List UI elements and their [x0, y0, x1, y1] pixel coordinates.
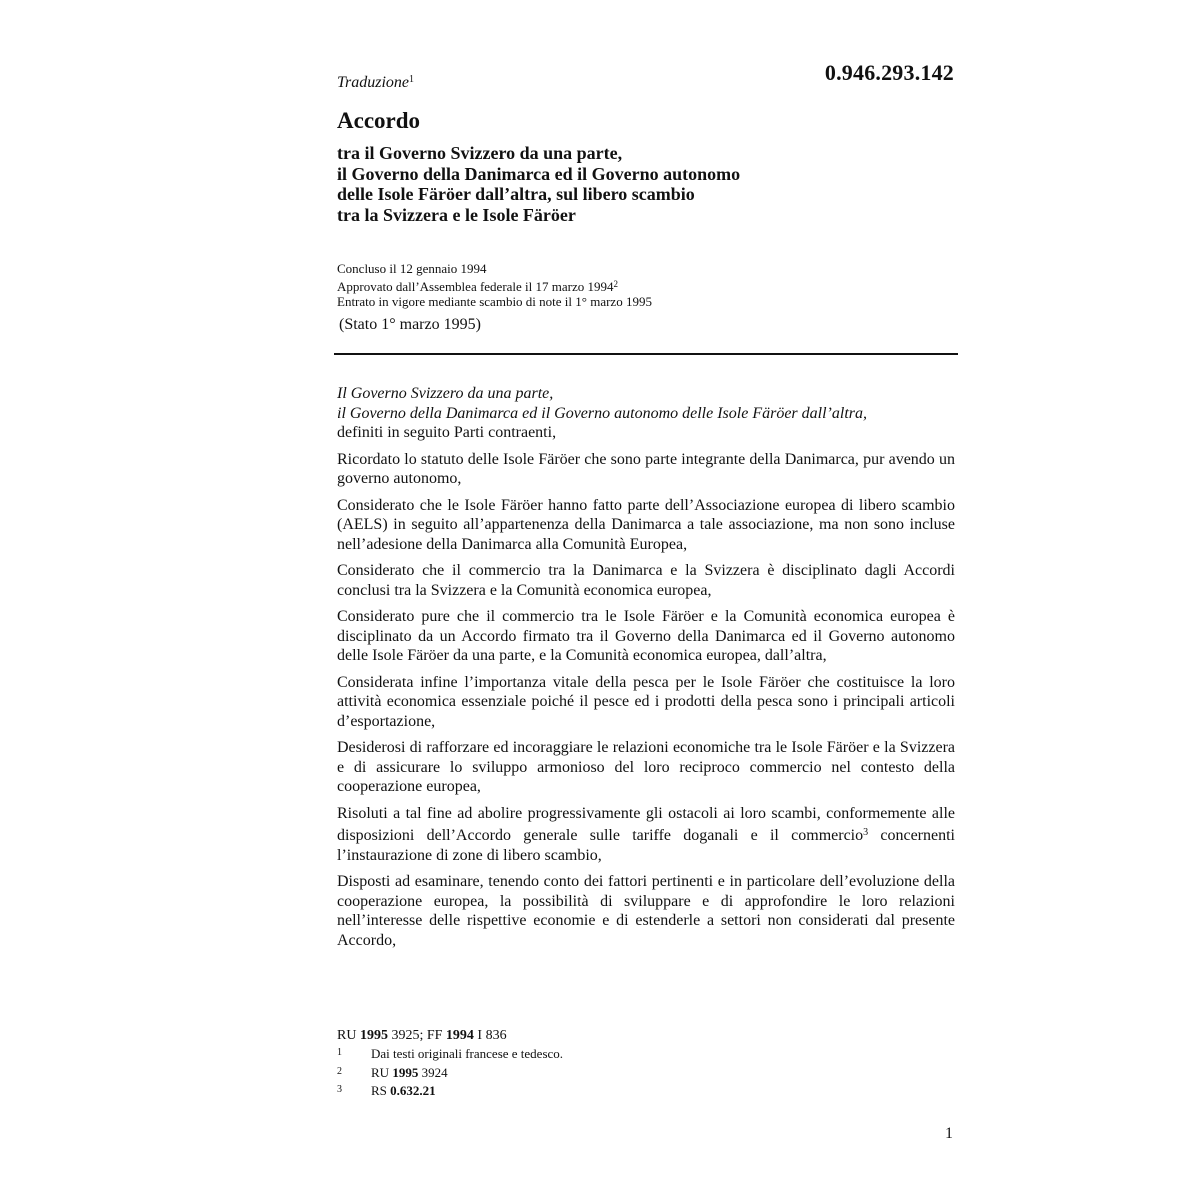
preamble-paragraph — [337, 804, 955, 866]
approved-date — [337, 277, 652, 295]
subtitle-line: il Governo della Danimarca ed il Governo autonomo — [337, 163, 741, 184]
sr-number: 0.946.293.142 — [824, 60, 954, 85]
footnote-text: Dai testi originali francese e tedesco. — [371, 1046, 564, 1061]
party-one: Il Governo Svizzero da una parte, — [337, 385, 554, 402]
in-force-date: Entrato in vigore mediante scambio di note il 1° marzo 1995 — [337, 294, 652, 309]
approved-text: Approvato dall’Assemblea federale il 17 marzo 1994 — [337, 278, 614, 294]
document-meta — [337, 261, 652, 310]
header-divider — [334, 353, 958, 355]
footnote-bold: 1995 — [392, 1064, 419, 1080]
footnotes — [337, 1027, 563, 1102]
ru-prefix: RU — [337, 1028, 360, 1043]
ru-year: 1995 — [359, 1028, 388, 1043]
translation-label — [337, 74, 414, 92]
preamble-parties — [337, 384, 955, 443]
party-two: il Governo della Danimarca ed il Governo autonomo delle Isole Färöer dall’altra, — [337, 404, 867, 422]
footnote-bold: 0.632.21 — [390, 1083, 436, 1098]
paragraph-text: Risoluti a tal fine ad abolire progressivamente gli ostacoli ai loro scambi, conformemente alle disposizioni dell’Accordo generale sulle tariffe doganali e il commercio — [337, 804, 955, 844]
footnote-number: 2 — [337, 1065, 342, 1077]
preamble-paragraph: Considerato che il commercio tra la Danimarca e la Svizzera è disciplinato dagli Accordi conclusi tra la Svizzera e la Comunità economica europea, — [337, 562, 955, 599]
subtitle-line: tra la Svizzera e le Isole Färöer — [337, 204, 576, 225]
document-subtitle — [337, 143, 740, 225]
footnote-ref-1[interactable]: 1 — [409, 74, 415, 85]
preamble-paragraph: Considerato pure che il commercio tra le Isole Färöer e la Comunità economica europea è disciplinato da un Accordo firmato tra il Governo della Danimarca ed il Governo autonomo delle Isole Färöer da una parte, e la Comunità economica europea, dall’altra, — [337, 608, 955, 664]
translation-text: Traduzione — [337, 74, 410, 91]
preamble-paragraph: Desiderosi di rafforzare ed incoraggiare le relazioni economiche tra le Isole Färöer e la Svizzera e di assicurare lo sviluppo armonioso del loro reciproco commercio nel contesto della cooperazione europea, — [337, 739, 955, 795]
footnote-prefix: RS — [371, 1083, 391, 1098]
official-collection-ref — [337, 1027, 563, 1044]
footnote-ref-3[interactable]: 3 — [863, 827, 869, 838]
preamble-paragraph: Ricordato lo statuto delle Isole Färöer che sono parte integrante della Danimarca, pur avendo un governo autonomo, — [337, 450, 955, 487]
footnote-number: 1 — [337, 1047, 342, 1058]
preamble-paragraph: Disposti ad esaminare, tenendo conto dei fattori pertinenti e in particolare dell’evoluzione della cooperazione europea, la possibilità di sviluppare e di approfondire le loro relazioni nell’interesse delle rispettive economie e di estenderle a settori non considerati dal presente Accordo, — [337, 873, 955, 949]
footnote — [337, 1046, 563, 1065]
paragraph-text: concernenti l’instaurazione di zone di libero scambio, — [337, 827, 955, 864]
footnote-text — [371, 1065, 448, 1082]
preamble — [337, 384, 955, 957]
document-page — [337, 0, 957, 1200]
ff-year: 1994 — [445, 1028, 474, 1043]
footnote-ref-2[interactable]: 2 — [613, 278, 619, 289]
footnote-text — [371, 1083, 436, 1100]
subtitle-line: delle Isole Färöer dall’altra, sul libero scambio — [337, 184, 695, 204]
status-date: (Stato 1° marzo 1995) — [339, 316, 481, 333]
footnote-number: 3 — [337, 1084, 342, 1095]
document-title: Accordo — [337, 108, 421, 133]
preamble-paragraph: Considerato che le Isole Färöer hanno fatto parte dell’Associazione europea di libero scambio (AELS) in seguito all’appartenenza della Danimarca a tale associazione, ma non sono incluse nell’adesione della Danimarca alla Comunità Europea, — [337, 496, 955, 553]
footnote-suffix: 3924 — [418, 1064, 448, 1080]
footnote — [337, 1083, 563, 1102]
subtitle-line: tra il Governo Svizzero da una parte, — [337, 143, 623, 163]
preamble-paragraph: Considerata infine l’importanza vitale della pesca per le Isole Färöer che costituisce la loro attività economica essenziale poiché il pesce ed i prodotti della pesca sono i principali articoli d’esportazione, — [337, 673, 955, 730]
concluded-date: Concluso il 12 gennaio 1994 — [337, 261, 487, 276]
footnote — [337, 1065, 563, 1084]
ff-page: I 836 — [473, 1028, 507, 1043]
parties-defined: definiti in seguito Parti contraenti, — [337, 424, 557, 441]
ru-page: 3925; FF — [387, 1028, 446, 1043]
footnote-prefix: RU — [371, 1064, 393, 1080]
page-number: 1 — [945, 1125, 953, 1142]
